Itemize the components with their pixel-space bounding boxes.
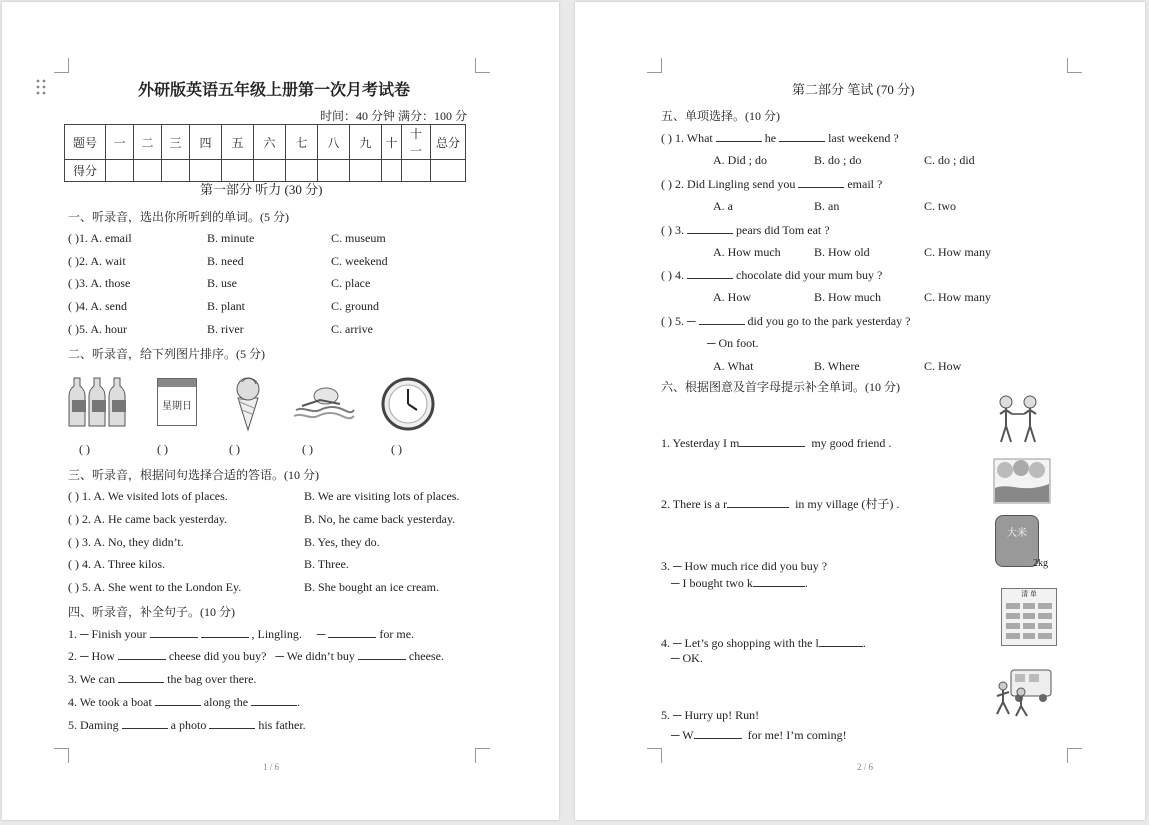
calendar-icon	[157, 378, 197, 426]
score-cell[interactable]	[382, 160, 402, 182]
s5-option: C. How	[924, 359, 962, 373]
s5-text: ( ) 5. ─	[661, 314, 696, 328]
s5-option: B. How old	[814, 245, 870, 259]
s6-item-3-question: 3. ─ How much rice did you buy ?	[661, 559, 828, 573]
s1-item: ( )2. A. wait	[68, 254, 126, 268]
score-col: 八	[318, 125, 350, 160]
answer-blank[interactable]	[687, 267, 733, 279]
s3-option-b: B. Yes, they do.	[304, 535, 380, 549]
s6-item-4	[661, 635, 866, 651]
s5-text: did you go to the park yesterday ?	[747, 314, 911, 328]
s5-option: A. What	[713, 359, 754, 373]
s1-option: C. weekend	[331, 254, 388, 268]
s4-sentence-1	[68, 626, 414, 642]
answer-blank[interactable]	[798, 176, 844, 188]
s4-text: for me.	[379, 627, 415, 641]
score-col: 五	[222, 125, 254, 160]
s1-option: C. museum	[331, 231, 386, 245]
drag-handle-icon[interactable]	[36, 79, 46, 95]
s5-text: ( ) 4.	[661, 268, 684, 282]
s6-item-3-answer	[671, 575, 808, 591]
two-girls-icon	[990, 392, 1046, 448]
s1-option: B. need	[207, 254, 244, 268]
s4-text: 2. ─ How	[68, 649, 115, 663]
score-col: 九	[350, 125, 382, 160]
score-col: 七	[286, 125, 318, 160]
s5-dialog: ─ On foot.	[707, 336, 759, 350]
s1-item: ( )5. A. hour	[68, 322, 127, 336]
page-number: 1 / 6	[263, 762, 280, 772]
s5-text: last weekend ?	[828, 131, 899, 145]
s6-text: .	[862, 636, 866, 650]
score-cell[interactable]	[162, 160, 190, 182]
answer-blank[interactable]	[328, 626, 376, 638]
s2-answer-paren[interactable]: ( )	[157, 442, 168, 456]
score-cell[interactable]	[350, 160, 382, 182]
calendar-day-text: 星期日	[162, 401, 192, 412]
s4-text: cheese did you buy?	[168, 649, 267, 663]
s5-option: A. a	[713, 199, 733, 213]
s5-question-5	[661, 313, 910, 329]
s6-text: ─ W	[671, 728, 694, 742]
answer-blank[interactable]	[155, 694, 201, 706]
s6-text: 4. ─ Let’s go shopping with the l	[661, 636, 819, 650]
score-col: 总分	[431, 125, 466, 160]
part2-title: 第二部分 笔试 (70 分)	[792, 82, 915, 97]
rice-weight: 2kg	[1033, 558, 1048, 569]
s6-item-1	[661, 435, 891, 451]
s3-option-a: ( ) 1. A. We visited lots of places.	[68, 489, 228, 503]
score-col: 二	[134, 125, 162, 160]
s6-text: my good friend .	[811, 436, 892, 450]
shopping-list-title: 清 单	[1021, 590, 1037, 598]
s1-option: B. plant	[207, 299, 245, 313]
s4-text: 4. We took a boat	[68, 695, 152, 709]
shopping-list-icon	[1001, 588, 1057, 646]
s4-text: the bag over there.	[167, 672, 257, 686]
s4-sentence-5	[68, 717, 306, 733]
answer-blank[interactable]	[779, 130, 825, 142]
bus-running-icon	[993, 666, 1055, 718]
s4-text: a photo	[170, 718, 207, 732]
s3-option-a: ( ) 4. A. Three kilos.	[68, 557, 166, 571]
s5-question-4	[661, 267, 882, 283]
section2-heading: 二、听录音，给下列图片排序。(5 分)	[68, 347, 265, 361]
swimming-icon	[292, 382, 356, 424]
s6-item-4-reply: ─ OK.	[671, 651, 703, 665]
s4-text: 5. Daming	[68, 718, 119, 732]
s6-text: 2. There is a r	[661, 497, 728, 511]
s4-text: along the	[203, 695, 249, 709]
s6-item-2	[661, 495, 899, 512]
s3-option-a: ( ) 3. A. No, they didn’t.	[68, 535, 184, 549]
s5-option: C. How many	[924, 290, 991, 304]
part1-title: 第一部分 听力 (30 分)	[200, 182, 323, 197]
clock-icon	[380, 376, 436, 432]
s4-text: , Lingling.	[251, 627, 302, 641]
score-header-label: 题号	[65, 125, 106, 160]
s5-question-1	[661, 130, 899, 146]
river-icon	[993, 458, 1051, 504]
section4-heading: 四、听录音，补全句子。(10 分)	[68, 605, 235, 619]
s6-text: .	[804, 576, 808, 590]
section1-heading: 一、听录音，选出你所听到的单词。(5 分)	[68, 210, 289, 224]
s5-option: C. How many	[924, 245, 991, 259]
page-2	[575, 2, 1145, 820]
s4-sentence-3	[68, 671, 256, 687]
answer-blank[interactable]	[150, 626, 198, 638]
s5-option: C. two	[924, 199, 957, 213]
answer-blank[interactable]	[122, 717, 168, 729]
s5-option: B. How much	[814, 290, 881, 304]
answer-blank[interactable]	[694, 727, 742, 739]
s2-answer-paren[interactable]: ( )	[229, 442, 240, 456]
s5-question-2	[661, 176, 882, 192]
bottles-icon	[68, 374, 130, 430]
s5-option: A. How much	[713, 245, 781, 259]
s1-option: C. arrive	[331, 322, 373, 336]
s5-text: ( ) 3.	[661, 223, 684, 237]
page-1	[2, 2, 559, 820]
s4-sentence-2	[68, 648, 444, 664]
s5-text: email ?	[847, 177, 883, 191]
answer-blank[interactable]	[687, 222, 733, 234]
score-col: 三	[162, 125, 190, 160]
s3-option-b: B. Three.	[304, 557, 349, 571]
s4-text: his father.	[258, 718, 306, 732]
s5-text: ( ) 1. What	[661, 131, 713, 145]
score-col: 十一	[402, 125, 431, 160]
answer-blank[interactable]	[201, 626, 249, 638]
s6-text: for me! I’m coming!	[747, 728, 847, 742]
score-cell[interactable]	[134, 160, 162, 182]
list-lines-icon	[1002, 599, 1056, 645]
s5-option: A. Did ; do	[713, 153, 767, 167]
s5-text: chocolate did your mum buy ?	[736, 268, 883, 282]
score-col: 四	[190, 125, 222, 160]
s4-text: cheese.	[408, 649, 444, 663]
s4-text: 3. We can	[68, 672, 116, 686]
score-col: 六	[254, 125, 286, 160]
s5-text: ( ) 2. Did Lingling send you	[661, 177, 796, 191]
score-cell[interactable]	[106, 160, 134, 182]
score-cell[interactable]	[431, 160, 466, 182]
answer-blank[interactable]	[739, 435, 805, 447]
s1-option: C. place	[331, 276, 371, 290]
s4-text: .	[297, 695, 301, 709]
s4-text: ─ We didn’t buy	[275, 649, 355, 663]
score-col: 一	[106, 125, 134, 160]
exam-meta: 时间：40 分钟 满分：100 分	[320, 109, 468, 123]
score-table	[64, 124, 466, 182]
ice-cream-icon	[228, 374, 268, 432]
page-number: 2 / 6	[857, 762, 874, 772]
s6-text: in my village (村子) .	[795, 497, 900, 511]
s5-option: B. Where	[814, 359, 860, 373]
s3-option-b: B. No, he came back yesterday.	[304, 512, 456, 526]
s5-text: he	[764, 131, 777, 145]
answer-blank[interactable]	[118, 671, 164, 683]
s5-question-3	[661, 222, 830, 238]
s1-option: C. ground	[331, 299, 379, 313]
s6-text: ─ I bought two k	[671, 576, 753, 590]
s6-item-5: 5. ─ Hurry up! Run!	[661, 708, 760, 722]
s5-option: A. How	[713, 290, 751, 304]
answer-blank[interactable]	[209, 717, 255, 729]
answer-blank[interactable]	[727, 496, 789, 508]
section3-heading: 三、听录音，根据问句选择合适的答语。(10 分)	[68, 468, 319, 482]
s4-text: 1. ─ Finish your	[68, 627, 147, 641]
answer-blank[interactable]	[819, 635, 863, 647]
answer-blank[interactable]	[699, 313, 745, 325]
s4-sentence-4	[68, 694, 300, 710]
score-row-label: 得分	[65, 160, 106, 182]
s4-text: ─	[316, 627, 326, 641]
answer-blank[interactable]	[118, 648, 166, 660]
s1-option: B. minute	[207, 231, 255, 245]
s2-answer-paren[interactable]: ( )	[302, 442, 313, 456]
s3-option-a: ( ) 2. A. He came back yesterday.	[68, 512, 228, 526]
score-cell[interactable]	[402, 160, 431, 182]
section5-heading: 五、单项选择。(10 分)	[661, 109, 780, 123]
s1-option: B. river	[207, 322, 244, 336]
s3-option-a: ( ) 5. A. She went to the London Ey.	[68, 580, 242, 594]
answer-blank[interactable]	[251, 694, 297, 706]
s5-text: pears did Tom eat ?	[736, 223, 830, 237]
s1-item: ( )1. A. email	[68, 231, 132, 245]
page-title: 外研版英语五年级上册第一次月考试卷	[138, 82, 411, 99]
s1-option: B. use	[207, 276, 237, 290]
s5-option: B. an	[814, 199, 840, 213]
answer-blank[interactable]	[716, 130, 762, 142]
s5-option: B. do ; do	[814, 153, 862, 167]
s1-item: ( )3. A. those	[68, 276, 131, 290]
s6-text: 1. Yesterday I m	[661, 436, 740, 450]
s5-option: C. do ; did	[924, 153, 975, 167]
s2-answer-paren[interactable]: ( )	[391, 442, 402, 456]
s1-item: ( )4. A. send	[68, 299, 127, 313]
s2-answer-paren[interactable]: ( )	[79, 442, 90, 456]
s6-item-5-answer	[671, 727, 847, 743]
s3-option-b: B. She bought an ice cream.	[304, 580, 439, 594]
score-col: 十	[382, 125, 402, 160]
rice-bag-label: 大米	[1007, 528, 1027, 539]
answer-blank[interactable]	[358, 648, 406, 660]
s3-option-b: B. We are visiting lots of places.	[304, 489, 460, 503]
section6-heading: 六、根据图意及首字母提示补全单词。(10 分)	[661, 380, 900, 394]
answer-blank[interactable]	[753, 575, 805, 587]
